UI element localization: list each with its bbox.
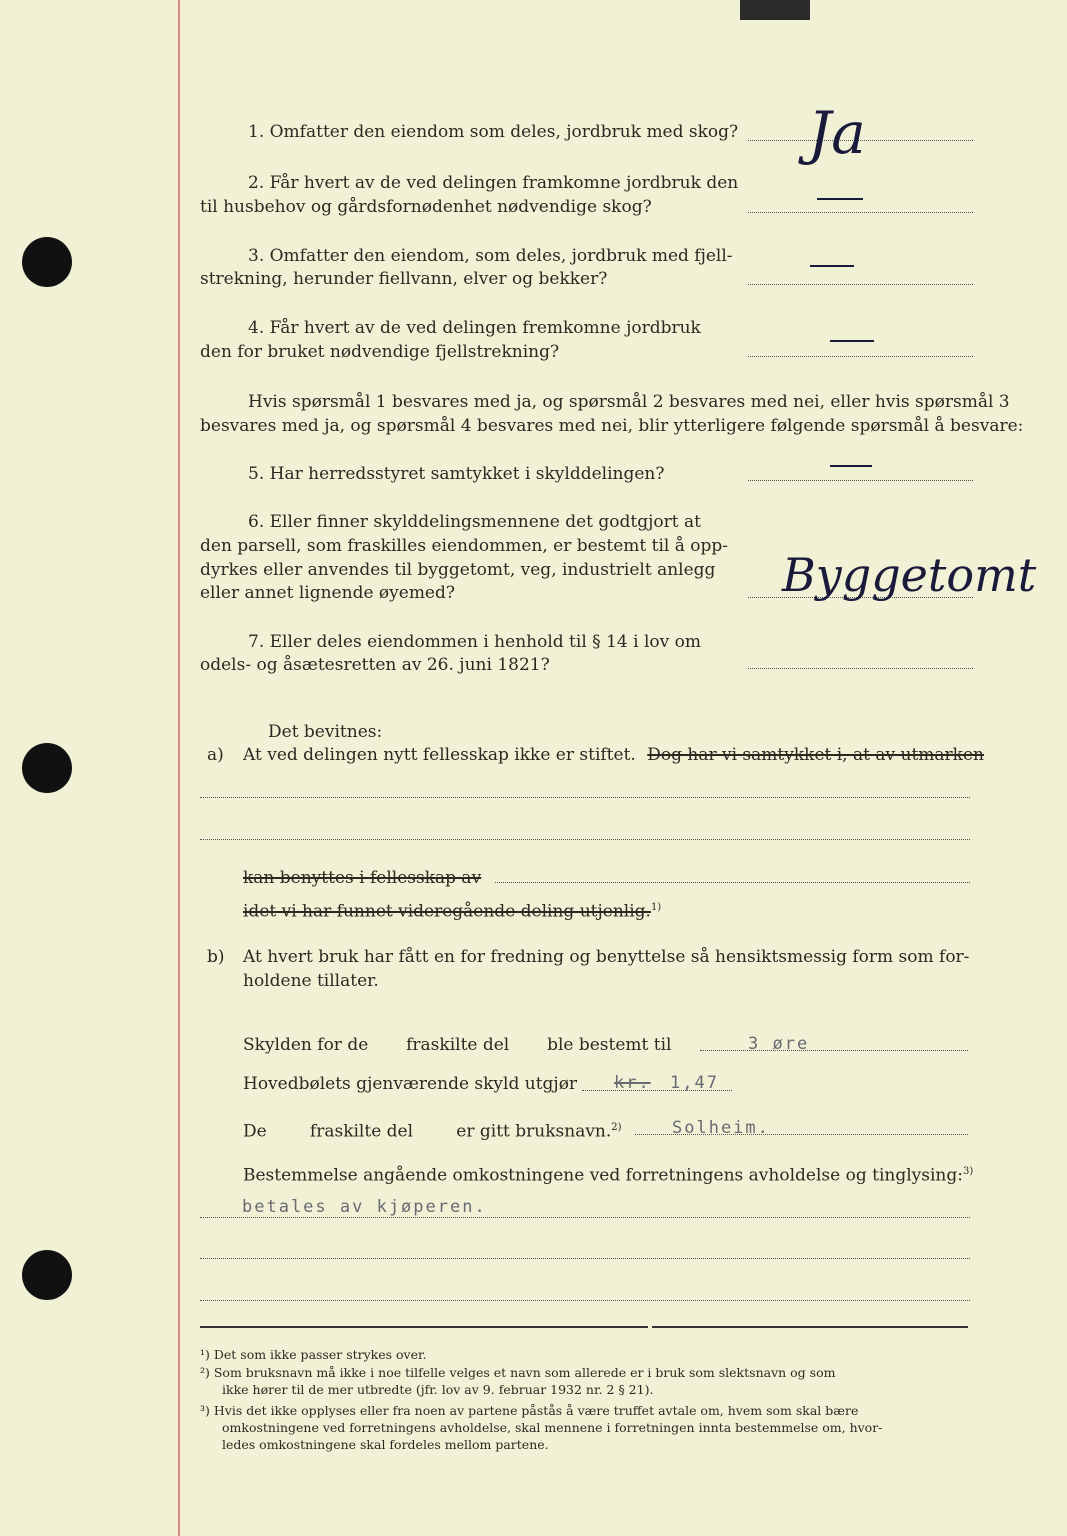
- question-3-line-2: strekning, herunder fiellvann, elver og bekker?: [200, 269, 608, 289]
- answer-line-7: [748, 668, 973, 669]
- footnote-2-line-1: ²) Som bruksnavn må ikke i noe tilfelle velges et navn som allerede er i bruk som slektsnavn og som: [200, 1365, 836, 1380]
- question-2-line-1: 2. Får hvert av de ved delingen framkomne jordbruk den: [248, 173, 739, 193]
- bestemmelse-line-1: [200, 1217, 970, 1218]
- question-6-line-1: 6. Eller finner skylddelingsmennene det godtgjort at: [248, 512, 701, 532]
- attest-a-main: At ved delingen nytt fellesskap ikke er stiftet.: [243, 745, 636, 765]
- attest-a-label: a): [207, 745, 224, 765]
- answer-2-dash: [817, 198, 863, 200]
- bestemmelse-value: betales av kjøperen.: [242, 1197, 487, 1217]
- question-6-line-3: dyrkes eller anvendes til byggetomt, veg, industrielt anlegg: [200, 560, 716, 580]
- question-7-line-2: odels- og åsætesretten av 26. juni 1821?: [200, 655, 550, 675]
- question-1: 1. Omfatter den eiendom som deles, jordbruk med skog?: [248, 122, 739, 142]
- de-footnote-ref: 2): [611, 1122, 622, 1133]
- hoved-struck: kr.: [614, 1073, 651, 1093]
- answer-line-5: [748, 480, 973, 481]
- attest-a-text: [243, 743, 984, 767]
- skylden-value: 3 øre: [748, 1034, 810, 1054]
- bestemmelse-line-2: [200, 1258, 970, 1259]
- idet-struck: idet vi har funnet videregående deling utjenlig.: [243, 901, 651, 922]
- punch-hole-middle: [22, 743, 72, 793]
- question-5: 5. Har herredsstyret samtykket i skylddelingen?: [248, 464, 665, 484]
- question-6-line-2: den parsell, som fraskilles eiendommen, er bestemt til å opp-: [200, 536, 729, 556]
- de-value: Solheim.: [672, 1118, 770, 1138]
- answer-3-dash: [810, 265, 854, 267]
- attest-b-line-1: At hvert bruk har fått en for fredning og benyttelse så hensiktsmessig form som for-: [243, 947, 970, 967]
- question-7-line-1: 7. Eller deles eiendommen i henhold til § 14 i lov om: [248, 632, 701, 652]
- attest-blank-line-1: [200, 797, 970, 798]
- footnote-3-line-2: omkostningene ved forretningens avholdelse, skal mennene i forretningen innta bestemmelse om, hvor-: [222, 1420, 883, 1435]
- answer-line-4: [748, 356, 973, 357]
- attest-b-label: b): [207, 947, 225, 967]
- bestemmelse-label-text: Bestemmelse angående omkostningene ved forretningens avholdelse og tinglysing:: [243, 1165, 963, 1186]
- de-label: [243, 1116, 622, 1144]
- condition-line-1: Hvis spørsmål 1 besvares med ja, og spørsmål 2 besvares med nei, eller hvis spørsmål 3: [248, 392, 1010, 412]
- bestemmelse-label: [243, 1160, 973, 1188]
- footnote-2-line-2: ikke hører til de mer utbredte (jfr. lov av 9. februar 1932 nr. 2 § 21).: [222, 1382, 654, 1397]
- question-2-line-2: til husbehov og gårdsfornødenhet nødvendige skog?: [200, 197, 652, 217]
- kan-benyttes-line: [495, 882, 970, 883]
- footnote-separator-left: [200, 1326, 648, 1328]
- answer-line-2: [748, 212, 973, 213]
- footnote-separator-right: [652, 1326, 968, 1328]
- attest-b-line-2: holdene tillater.: [243, 971, 379, 991]
- margin-line: [178, 0, 180, 1536]
- attest-a-struck: Dog har vi samtykket i, at av utmarken: [647, 745, 984, 765]
- answer-5-dash: [830, 465, 872, 467]
- footnote-1: ¹) Det som ikke passer strykes over.: [200, 1347, 427, 1362]
- hoved-label: Hovedbølets gjenværende skyld utgjør: [243, 1074, 578, 1094]
- idet-footnote-ref: 1): [650, 902, 662, 913]
- kan-benyttes-struck: kan benyttes i fellesskap av: [243, 868, 482, 888]
- attest-blank-line-2: [200, 839, 970, 840]
- footnote-3-line-1: ³) Hvis det ikke opplyses eller fra noen av partene påstås å være truffet avtale om, hvem som skal bære: [200, 1403, 859, 1418]
- answer-4-dash: [830, 340, 874, 342]
- de-label-text: De fraskilte del er gitt bruksnavn.: [243, 1121, 612, 1142]
- idet-line: [243, 896, 661, 924]
- skylden-label: Skylden for de fraskilte del ble bestemt til: [243, 1035, 672, 1055]
- scan-edge-mark: [740, 0, 810, 20]
- footnote-3-line-3: ledes omkostningene skal fordeles mellom partene.: [222, 1437, 549, 1452]
- punch-hole-top: [22, 237, 72, 287]
- question-6-line-4: eller annet lignende øyemed?: [200, 583, 455, 603]
- answer-1-handwritten: Ja: [808, 99, 866, 167]
- attest-heading: Det bevitnes:: [268, 722, 383, 742]
- bestemmelse-line-3: [200, 1300, 970, 1301]
- answer-line-3: [748, 284, 973, 285]
- hoved-value: 1,47: [670, 1073, 719, 1093]
- punch-hole-bottom: [22, 1250, 72, 1300]
- condition-line-2: besvares med ja, og spørsmål 4 besvares med nei, blir ytterligere følgende spørsmål å besvare:: [200, 416, 1024, 436]
- question-4-line-1: 4. Får hvert av de ved delingen fremkomne jordbruk: [248, 318, 701, 338]
- bestemmelse-footnote-ref: 3): [962, 1166, 974, 1177]
- question-4-line-2: den for bruket nødvendige fjellstrekning?: [200, 342, 560, 362]
- question-3-line-1: 3. Omfatter den eiendom, som deles, jordbruk med fjell-: [248, 246, 733, 266]
- answer-6-handwritten: Byggetomt: [782, 548, 1037, 602]
- skylden-line: [700, 1050, 968, 1051]
